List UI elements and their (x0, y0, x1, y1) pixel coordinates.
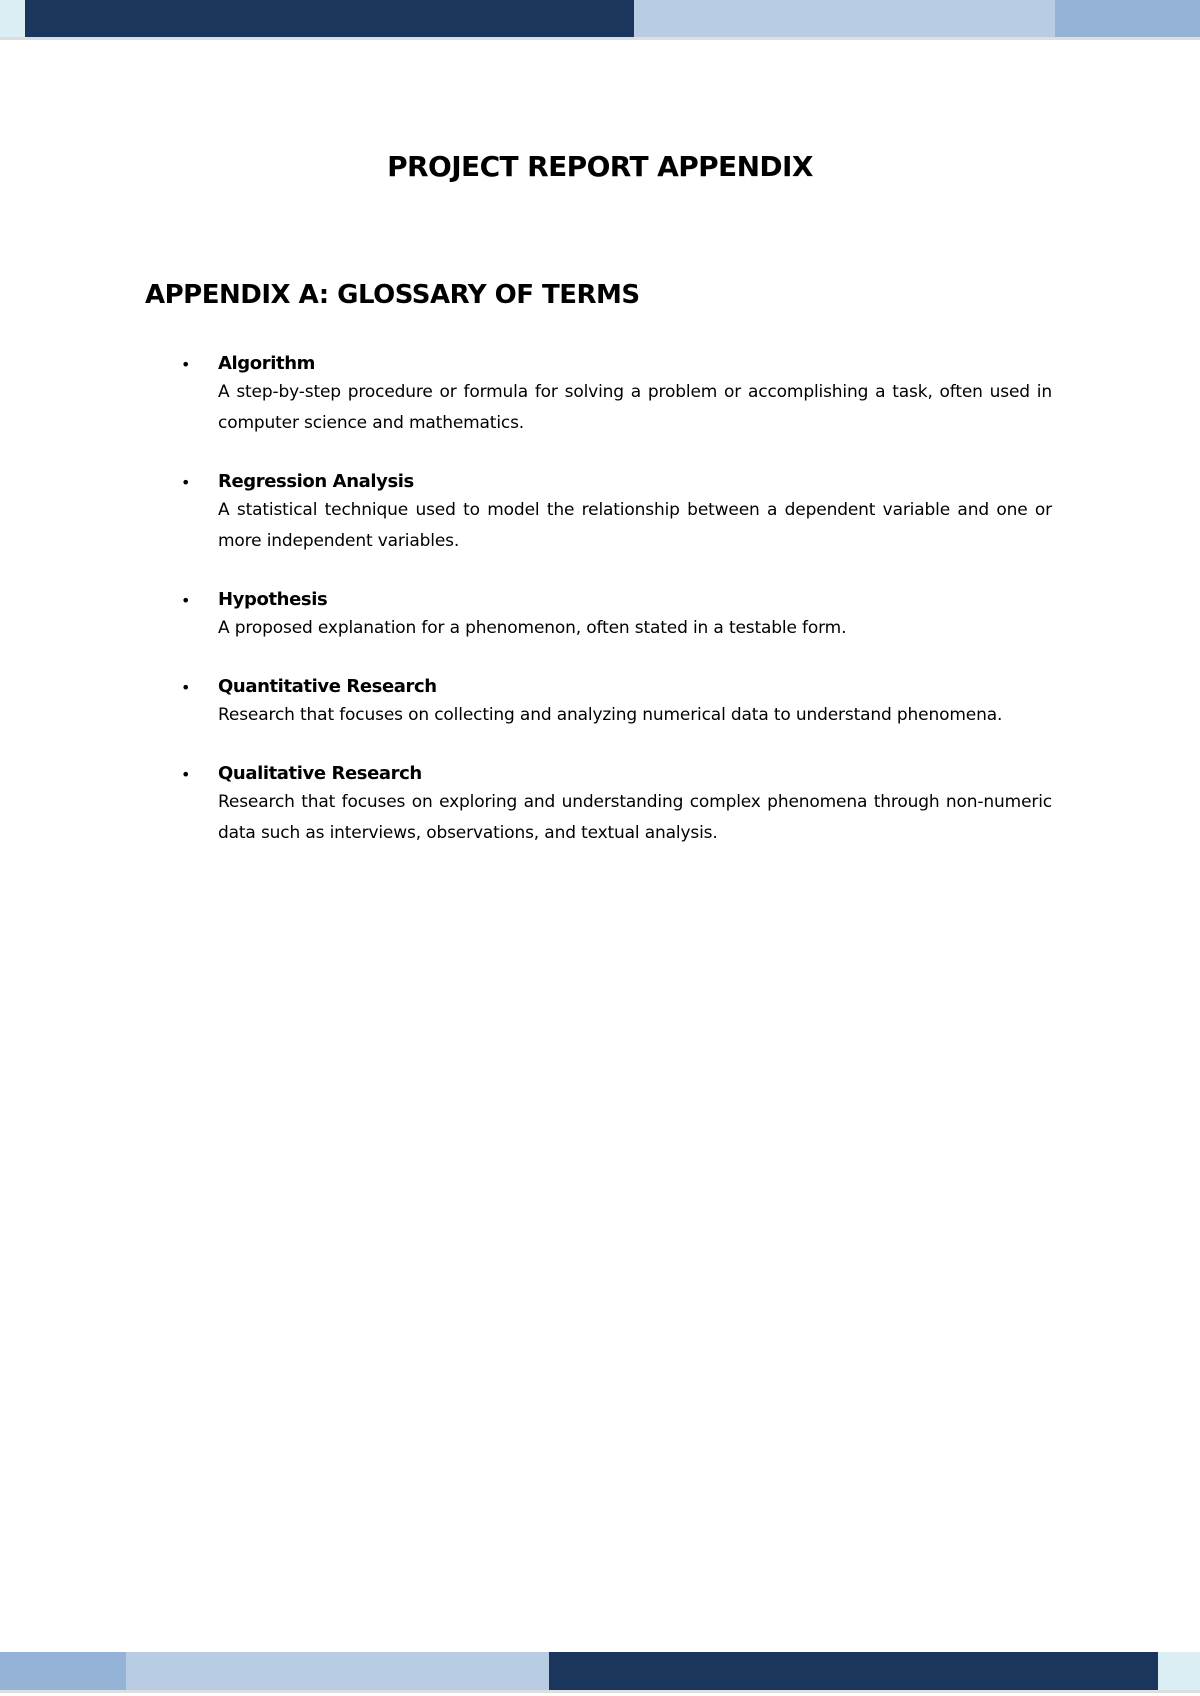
header-band-navy-segment (25, 0, 634, 37)
glossary-item (145, 587, 1052, 644)
footer-band-shadow (0, 1690, 1200, 1693)
footer-band-navy-segment (549, 1652, 1158, 1690)
header-band-light-segment (634, 0, 1055, 37)
header-band-pale-segment (0, 0, 25, 37)
header-band-mid-segment (1055, 0, 1200, 37)
bullet-icon: • (181, 355, 191, 374)
glossary-term-definition: A step-by-step procedure or formula for solving a problem or accomplishing a task, often used in computer science and mathematics. (218, 382, 1052, 433)
bullet-icon: • (181, 473, 191, 492)
glossary-term-name: Hypothesis (218, 589, 328, 610)
glossary-term-name: Algorithm (218, 353, 315, 374)
glossary-term-definition: Research that focuses on collecting and analyzing numerical data to understand phenomena. (218, 705, 1003, 725)
glossary-item (145, 674, 1052, 731)
glossary-term-definition: A proposed explanation for a phenomenon, often stated in a testable form. (218, 618, 847, 638)
bullet-icon: • (181, 591, 191, 610)
header-decorative-band (0, 0, 1200, 37)
glossary-term-definition: Research that focuses on exploring and understanding complex phenomena through non-numeric data such as interviews, observations, and textual analysis. (218, 792, 1052, 843)
footer-band-mid-segment (0, 1652, 126, 1690)
glossary-term-name: Regression Analysis (218, 471, 414, 492)
footer-band-light-segment (126, 1652, 549, 1690)
glossary-item (145, 761, 1052, 849)
page-title: PROJECT REPORT APPENDIX (387, 150, 813, 183)
glossary-item (145, 351, 1052, 439)
footer-decorative-band (0, 1652, 1200, 1690)
glossary-list (145, 351, 1052, 879)
header-band-shadow (0, 37, 1200, 40)
footer-band-pale-segment (1158, 1652, 1200, 1690)
bullet-icon: • (181, 765, 191, 784)
glossary-term-name: Quantitative Research (218, 676, 437, 697)
section-heading: APPENDIX A: GLOSSARY OF TERMS (145, 280, 640, 310)
glossary-term-definition: A statistical technique used to model the relationship between a dependent variable and one or more independent variables. (218, 500, 1052, 551)
glossary-item (145, 469, 1052, 557)
bullet-icon: • (181, 678, 191, 697)
glossary-term-name: Qualitative Research (218, 763, 422, 784)
